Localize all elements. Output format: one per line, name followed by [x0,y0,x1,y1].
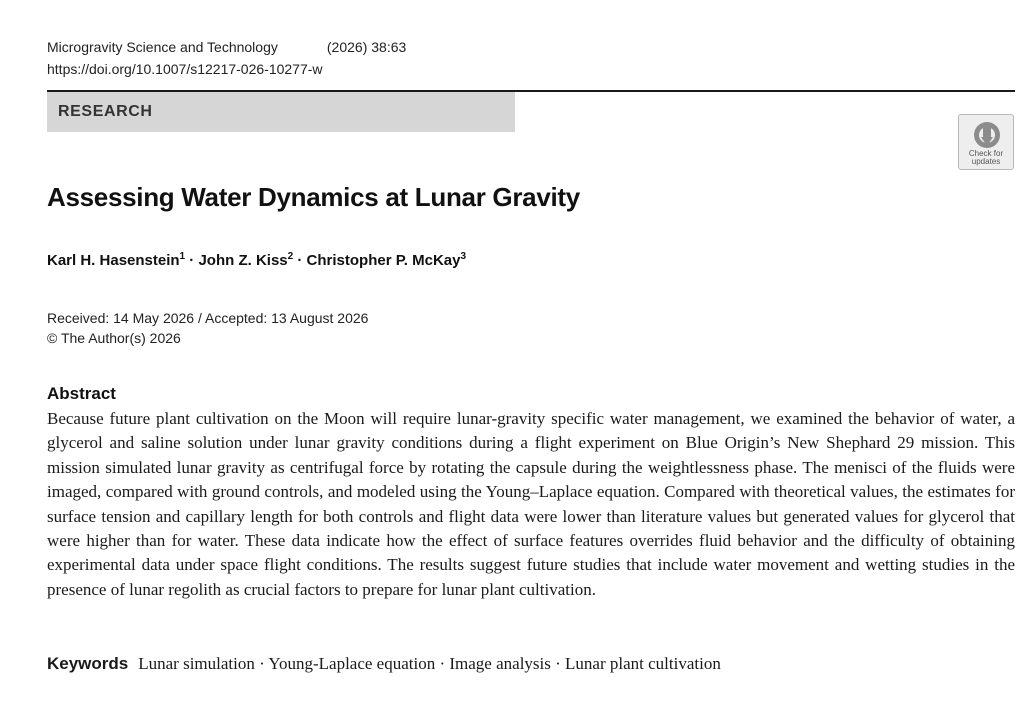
abstract-heading: Abstract [47,384,116,403]
article-dates [47,308,368,348]
author-separator: · [293,252,307,269]
article-title: Assessing Water Dynamics at Lunar Gravity [47,182,580,212]
author-separator: · [185,252,199,269]
author-affiliation[interactable]: 3 [460,251,467,262]
check-line-2: updates [971,157,1001,166]
author-name[interactable]: John Z. Kiss [198,252,288,269]
keywords [47,653,721,675]
check-for-updates-icon [972,120,1002,150]
journal-name: Microgravity Science and Technology [47,39,278,55]
keywords-label: Keywords [47,654,129,673]
abstract-text: Because future plant cultivation on the Moon will require lunar-gravity specific water management, we examined the behavior of water, a glycerol and saline solution under lunar gravity conditions during a flight experiment on Blue Origin’s New Shephard 29 mission. This mission simulated lunar gravity as centrifugal force by rotating the capsule during the weightlessness phase. The menisci of the fluids were imaged, compared with ground controls, and modeled using the Young–Laplace equation. Compared with theoretical values, the estimates for surface tension and capillary length for both controls and flight data were lower than literature values but generated values for glycerol that were higher than for water. These data indicate how the effect of surface features overrides fluid behavior and the difficulty of obtaining experimental data under space flight conditions. The results suggest future studies that include water movement and wetting studies in the presence of lunar regolith as crucial factors to prepare for lunar plant cultivation. [47,409,1015,599]
section-label: RESEARCH [58,103,153,120]
author-list [47,247,466,271]
check-line-1: Check for [968,149,1004,158]
keywords-list: Lunar simulation · Young-Laplace equation · Image analysis · Lunar plant cultivation [138,654,721,673]
journal-volume: (2026) 38:63 [326,39,407,55]
author-name[interactable]: Christopher P. McKay [306,252,461,269]
section-band [47,92,515,132]
copyright-notice: © The Author(s) 2026 [47,330,181,346]
author-affiliation[interactable]: 2 [287,251,294,262]
author-name[interactable]: Karl H. Hasenstein [47,252,180,269]
check-for-updates-text [959,150,1013,166]
received-accepted: Received: 14 May 2026 / Accepted: 13 August 2026 [47,310,369,326]
doi-link[interactable]: https://doi.org/10.1007/s12217-026-10277-w [47,61,323,77]
check-for-updates-badge[interactable] [958,114,1014,170]
journal-citation [47,39,406,56]
author-affiliation[interactable]: 1 [179,251,186,262]
